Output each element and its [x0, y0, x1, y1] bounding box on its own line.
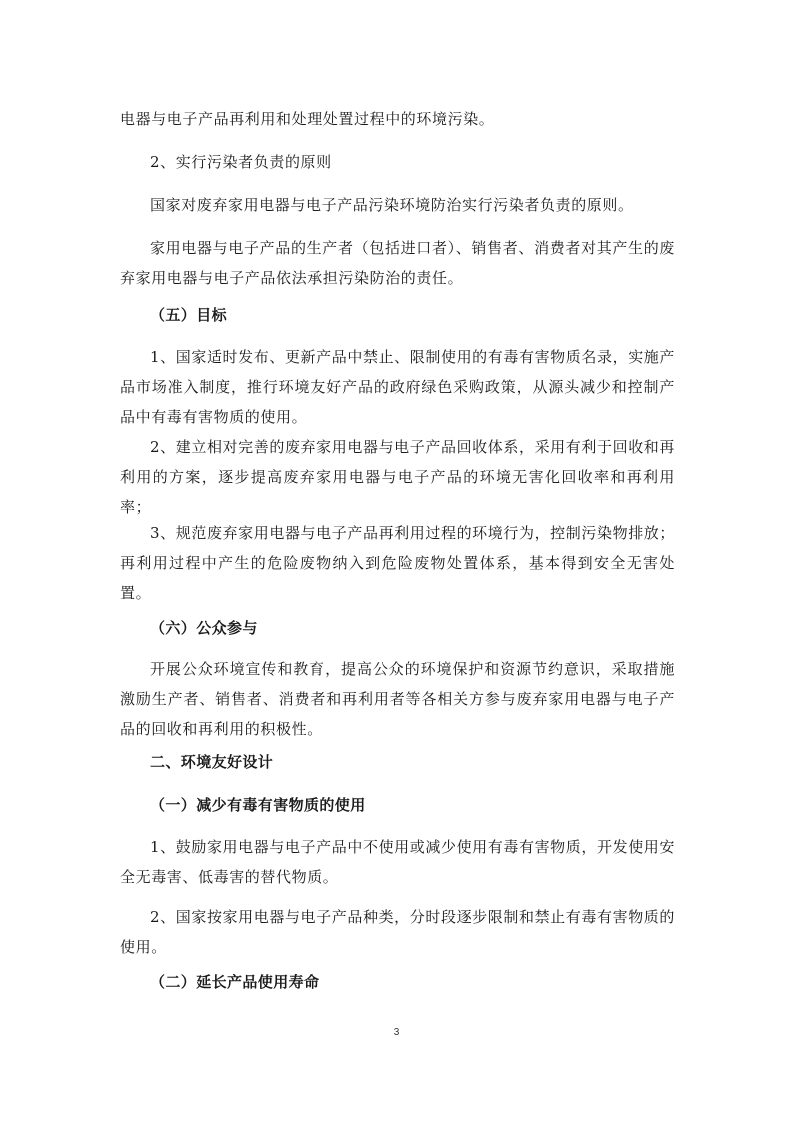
paragraph-public: 开展公众环境宣传和教育，提高公众的环境保护和资源节约意识，采取措施激励生产者、销售者、消费者和再利用者等各相关方参与废弃家用电器与电子产品的回收和再利用的积极性。 — [120, 660, 675, 738]
paragraph-reduce-2: 2、国家按家用电器与电子产品种类，分时段逐步限制和禁止有毒有害物质的使用。 — [120, 908, 675, 956]
paragraph-goal-1: 1、国家适时发布、更新产品中禁止、限制使用的有毒有害物质名录，实施产品市场准入制度，推行环境友好产品的政府绿色采购政策，从源头减少和控制产品中有毒有害物质的使用。 — [120, 348, 675, 426]
paragraph-responsibility: 家用电器与电子产品的生产者（包括进口者）、销售者、消费者对其产生的废弃家用电器与电子产品依法承担污染防治的责任。 — [120, 239, 675, 287]
section-heading-reduce: （一）减少有毒有害物质的使用 — [150, 796, 366, 814]
section-heading-public: （六）公众参与 — [150, 619, 258, 637]
chapter-heading-design: 二、环境友好设计 — [150, 753, 274, 771]
paragraph-polluter-principle: 国家对废弃家用电器与电子产品污染环境防治实行污染者负责的原则。 — [150, 196, 634, 214]
paragraph-reduce-1: 1、鼓励家用电器与电子产品中不使用或减少使用有毒有害物质，开发使用安全无毒害、低毒害的替代物质。 — [120, 838, 675, 886]
paragraph-continuation: 电器与电子产品再利用和处理处置过程中的环境污染。 — [120, 110, 495, 128]
page-number: 3 — [393, 1027, 400, 1038]
section-heading-goals: （五）目标 — [150, 306, 228, 324]
paragraph-goal-3: 3、规范废弃家用电器与电子产品再利用过程的环境行为，控制污染物排放；再利用过程中产生的危险废物纳入到危险废物处置体系，基本得到安全无害处置。 — [120, 524, 675, 602]
subheading-polluter-pays: 2、实行污染者负责的原则 — [150, 153, 332, 171]
paragraph-goal-2: 2、建立相对完善的废弃家用电器与电子产品回收体系，采用有利于回收和再利用的方案，逐步提高废弃家用电器与电子产品的环境无害化回收率和再利用率； — [120, 438, 675, 516]
section-heading-lifespan: （二）延长产品使用寿命 — [150, 973, 320, 991]
